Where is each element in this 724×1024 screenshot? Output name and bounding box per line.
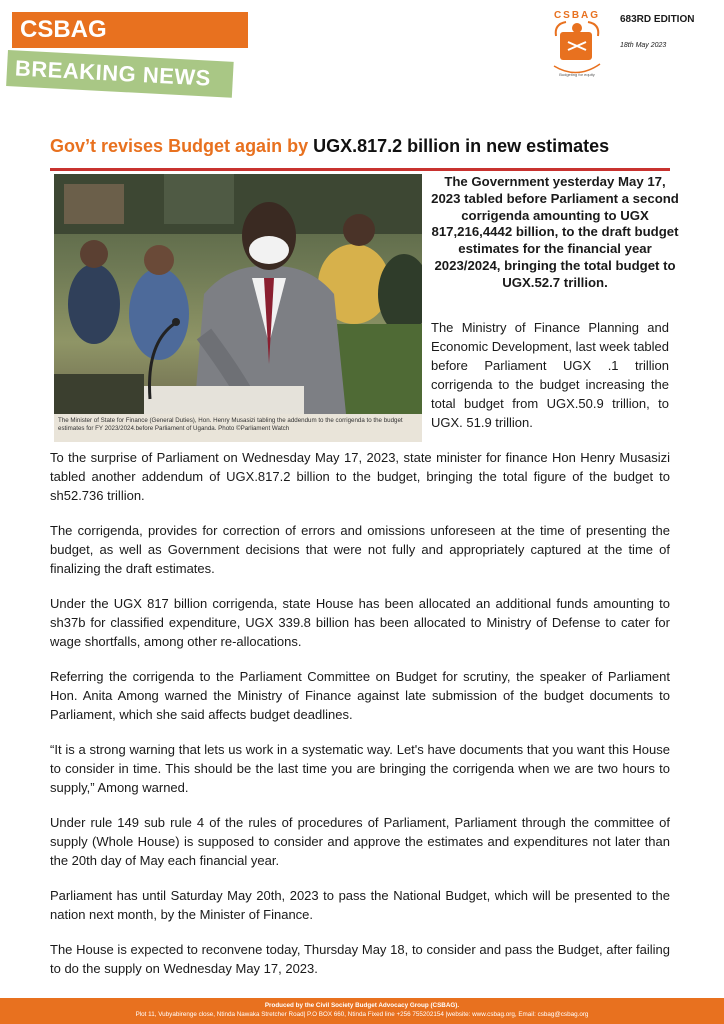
headline-part-2: UGX.817.2 billion in new estimates	[313, 136, 610, 156]
article-photo	[54, 174, 422, 414]
edition-date: 18th May 2023	[620, 42, 667, 49]
photo-caption: The Minister of State for Finance (General Duties), Hon. Henry Musasizi tabling the addendum to the corrigenda to the budget estimates for FY 2023/2024.before Parliament of Uganda. Photo ©Parliament Watch	[54, 414, 422, 442]
article-headline	[50, 136, 680, 157]
photo-illustration	[54, 174, 422, 414]
edition-number: 683RD EDITION	[620, 14, 695, 25]
footer-contact: Plot 11, Vubyabirenge close, Ntinda Nawaka Stretcher Road| P.O BOX 660, Ntinda Fixed line +256 755202154 |website: www.csbag.org, Email: csbag@csbag.org	[135, 1011, 589, 1018]
page-footer	[0, 998, 724, 1024]
body-paragraph: Under the UGX 817 billion corrigenda, state House has been allocated an additional funds amounting to sh37b for classified expenditure, UGX 339.8 billion has been allocated to Ministry of Defense to cater for wage shortfalls, among other re-allocations.	[50, 596, 670, 649]
article-body	[50, 448, 670, 994]
brand-title: CSBAG	[12, 12, 248, 48]
article-lead: The Government yesterday May 17, 2023 tabled before Parliament a second corrigenda amounting to UGX 817,216,4442 billion, to the draft budget estimates for the financial year 2023/2024, bringing the total budget to UGX.52.7 trillion.	[431, 174, 679, 290]
side-paragraph: The Ministry of Finance Planning and Economic Development, last week tabled before Parliament UGX .1 trillion corrigenda to the budget increasing the total budget from UGX.50.9 trillion, to UGX. 51.9 trillion.	[431, 320, 669, 430]
body-paragraph: Parliament has until Saturday May 20th, 2023 to pass the National Budget, which will be presented to the nation next month, by the Minister of Finance.	[50, 888, 670, 922]
body-paragraph: The House is expected to reconvene today, Thursday May 18, to consider and pass the Budget, after failing to do the supply on Wednesday May 17, 2023.	[50, 942, 670, 976]
body-paragraph: Under rule 149 sub rule 4 of the rules of procedures of Parliament, Parliament through the committee of supply (Whole House) is supposed to consider and approve the estimates and expenditures not later than the 20th day of May each financial year.	[50, 815, 670, 868]
csbag-logo	[546, 6, 608, 78]
headline-part-1: Gov’t revises Budget again by	[50, 136, 314, 156]
footer-producer: Produced by the Civil Society Budget Advocacy Group (CSBAG).	[264, 1002, 460, 1009]
body-paragraph: To the surprise of Parliament on Wednesday May 17, 2023, state minister for finance Hon Henry Musasizi tabled another addendum of UGX.817.2 billion to the budget, bringing the total figure of the budget to sh52.736 trillion.	[50, 450, 670, 503]
body-paragraph: The corrigenda, provides for correction of errors and omissions unforeseen at the time of presenting the budget, as well as Government decisions that were not fully and appropriately captured at the time of finalizing the draft estimates.	[50, 523, 670, 576]
breaking-news-banner: BREAKING NEWS	[6, 50, 234, 98]
logo-tagline: Budgeting for equity	[559, 72, 595, 77]
body-paragraph: “It is a strong warning that lets us work in a systematic way. Let's have documents that you want this House to consider in time. This should be the last time you are bringing the corrigenda when we are two hours to supply,” Among warned.	[50, 742, 670, 795]
logo-text: CSBAG	[553, 10, 601, 21]
headline-rule	[50, 168, 670, 171]
body-paragraph: Referring the corrigenda to the Parliament Committee on Budget for scrutiny, the speaker of Parliament Hon. Anita Among warned the Ministry of Finance against late submission of the budget documents to Parliament, which she said affects budget deadlines.	[50, 669, 670, 722]
